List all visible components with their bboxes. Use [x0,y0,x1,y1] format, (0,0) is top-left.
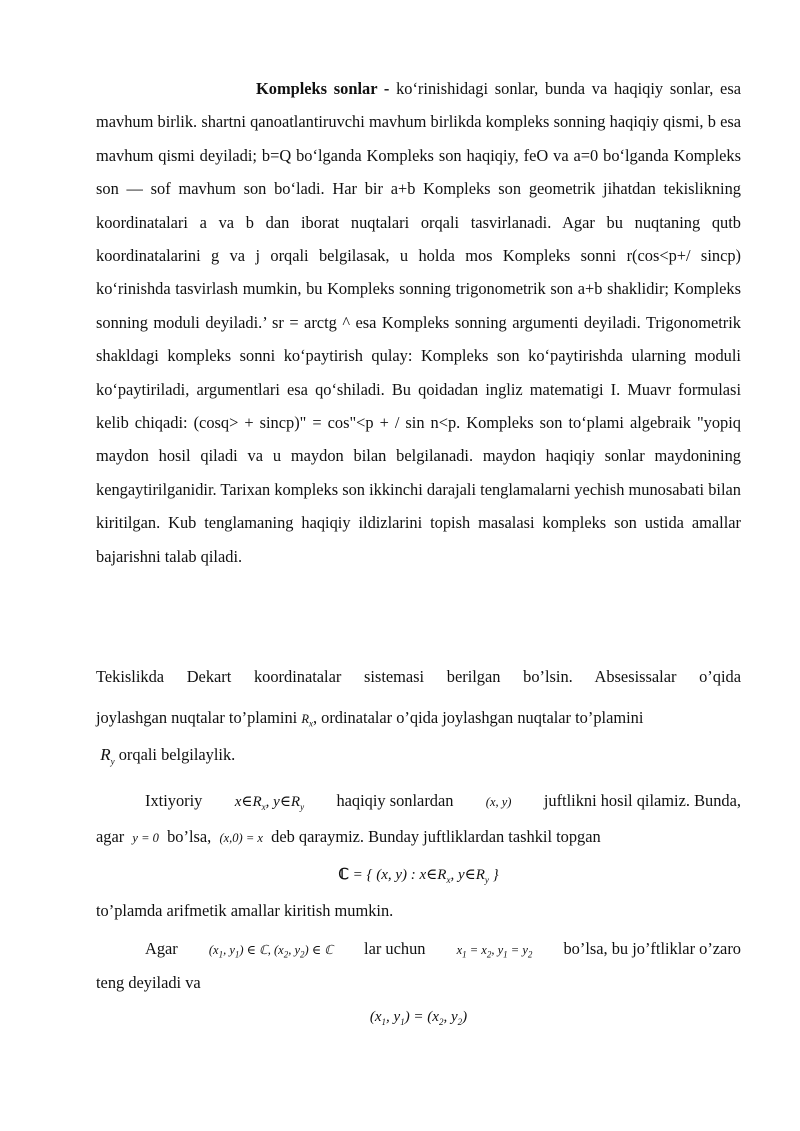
agar-pairs-line [145,938,741,961]
set-c-formula [96,864,741,886]
paragraph-text: koʻrinishidagi sonlar, bunda va haqiqiy sonlar, esa mavhum birlik. shartni qanoatlantiruvchi mavhum birlikda kompleks sonning haqiqiy qismi, b esa mavhum qismi deyiladi; b=Q boʻlganda Kompleks son haqiqiy, feO va a=0 boʻlganda Kompleks son — sof mavhum son boʻladi. Har bir a+b Kompleks son geometrik jihatdan tekislikning koordinatalari a va b dan iborat nuqtalari orqali tasvirlanadi. Agar bu nuqtaning qutb koordinatalarini g va j orqali belgilasak, u holda mos Kompleks sonni r(cos<p+/ sincp) koʻrinishda tasvirlash mumkin, bu Kompleks sonning trigonometrik son a+b shaklidir; Kompleks sonning moduli deyiladi.’ sr = arctg ^ esa Kompleks sonning argumenti deyiladi. Trigonometrik shakldagi kompleks sonni koʻpaytirish qulay: Kompleks son koʻpaytirishda ularning moduli koʻpaytiriladi, argumentlari esa qoʻshiladi. Bu qoidadan ingliz matematigi I. Muavr formulasi kelib chiqadi: (cosq> + sincp)" = cos"<p + / sin n<p. Kompleks son toʻplami algebraik "yopiq maydon hosil qiladi va u maydon bilan belgilanadi. maydon haqiqiy sonlar maydonining kengaytirilganidir. Tarixan kompleks son ikkinchi darajali tenglamalarni yechish munosabati bilan kiritilgan. Kub tenglamaning haqiqiy ildizlarini topish masalasi kompleks son ustida amallar bajarishni talab qiladi. [96,79,741,566]
text-segment: bo’lsa, bu jo’ftliklar o’zaro [563,939,741,958]
text-segment: lar uchun [364,939,426,958]
text-segment: Ixtiyoriy [145,791,203,810]
text-segment: juftlikni hosil qilamiz. Bunda, [543,791,741,810]
formula-rx: $R_x$ [301,712,313,729]
teng-line: teng deyiladi va [96,973,201,992]
ixtiyoriy-line [145,790,741,813]
text-segment: deb qaraymiz. Bunday juftliklardan tashkil topgan [271,827,601,846]
formula-xy-pair: (x, y) [485,795,512,809]
dekart-line-1: Tekislikda Dekart koordinatalar sistemasi berilgan bo’lsin. Absesissalar o’qida [96,667,741,686]
arifmetik-line: to’plamda arifmetik amallar kiritish mumkin. [96,901,394,920]
formula-ry: $R_y$ [96,745,115,767]
formula-pair-equality: ($x_1$, $y_1) = (x_2$, $y_2$) [369,1009,468,1027]
dekart-line-2 [96,707,741,730]
agar-line [96,826,741,849]
text-segment: orqali belgilaylik. [114,745,236,764]
complex-numbers-paragraph [96,72,741,573]
formula-y-eq-0: y = 0 [132,831,159,845]
dekart-line-3 [96,744,741,766]
formula-x1-eq-x2: $x_1 = x_2$, $y_1 = y_2$ [456,943,533,960]
formula-pairs-in-c: ($x_1$, $y_1$) ∈ ℂ, ($x_2$, $y_2$) ∈ ℂ [208,943,333,960]
text-segment: , ordinatalar o’qida joylashgan nuqtalar to’plamini [312,708,644,727]
formula-set-c: ℂ = { (x, y) : $x\in R_x$, $y\in R_y$ } [338,867,499,885]
formula-x-in-rx: $x\in R_x$, $y\in R_y$ [234,794,305,812]
pair-equality-formula [96,1006,741,1028]
text-segment: joylashgan nuqtalar to’plamini [96,708,298,727]
formula-x0-eq-x: (x,0) = x [219,831,263,845]
term-title: Kompleks sonlar - [256,79,390,98]
text-segment: agar [96,827,125,846]
text-segment: bo’lsa, [167,827,212,846]
text-segment: Agar [145,939,178,958]
text-segment: haqiqiy sonlardan [336,791,454,810]
